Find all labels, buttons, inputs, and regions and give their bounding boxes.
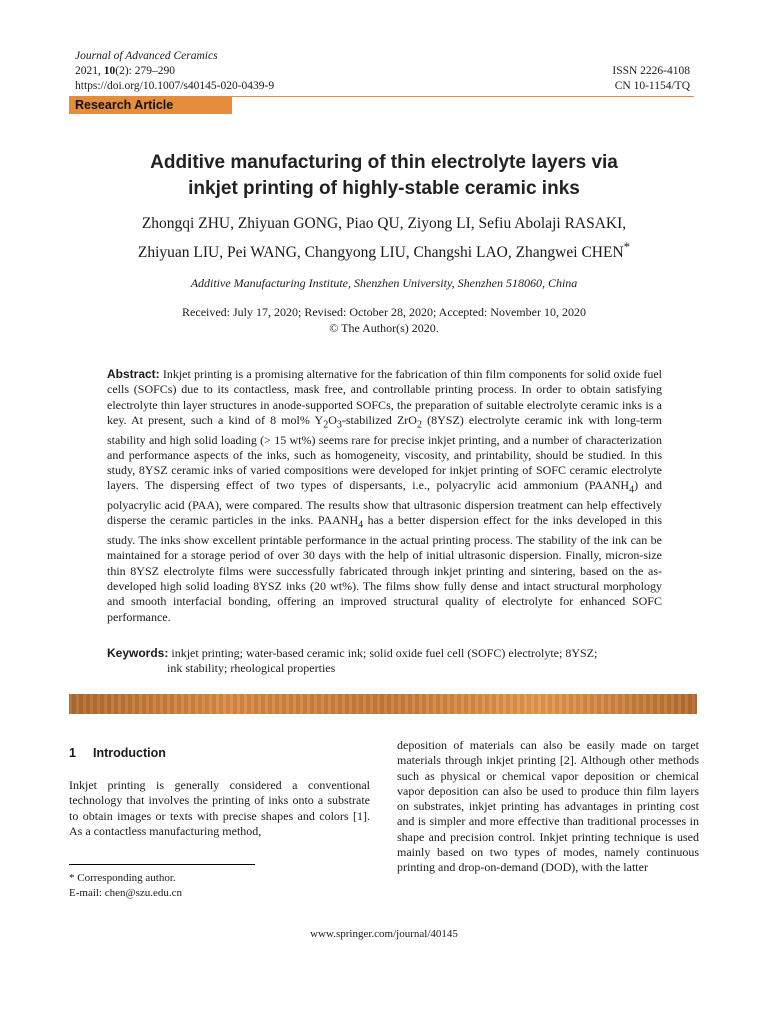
section-number: 1	[69, 746, 76, 760]
received-dates: Received: July 17, 2020; Revised: October 28, 2020; Accepted: November 10, 2020	[182, 305, 586, 319]
footnote	[69, 871, 182, 901]
volume-number: 10	[103, 65, 116, 77]
author-list	[60, 212, 708, 264]
keywords-label: Keywords:	[107, 646, 169, 660]
footer-url[interactable]: www.springer.com/journal/40145	[310, 928, 458, 940]
authors-line-1: Zhongqi ZHU, Zhiyuan GONG, Piao QU, Ziyong LI, Sefiu Abolaji RASAKI,	[141, 215, 627, 232]
intro-right-column: deposition of materials can also be easily made on target materials through inkjet printing [2]. Although other methods such as physical or chemical vapor deposition or chemical vapor deposition can also be used to produce thin film layers on substrates, inkjet printing has advantages in printing cost and is simpler and more effective than traditional processes in shape and precision control. Inkjet printing technique is used mainly based on two types of modes, namely continuous printing and drop-on-demand (DOD), with the latter	[397, 738, 699, 875]
volume-prefix: 2021,	[75, 65, 104, 77]
title-line-2: inkjet printing of highly-stable ceramic inks	[188, 178, 580, 199]
cn-number: CN 10-1154/TQ	[614, 80, 690, 92]
doi-link[interactable]: https://doi.org/10.1007/s40145-020-0439-9	[75, 80, 275, 92]
abstract-label: Abstract:	[107, 367, 160, 381]
copyright: © The Author(s) 2020.	[329, 321, 439, 335]
journal-name: Journal of Advanced Ceramics	[75, 50, 218, 62]
corresponding-mark: *	[623, 239, 631, 254]
article-type-badge: Research Article	[69, 96, 232, 114]
keywords-line-2: ink stability; rheological properties	[167, 661, 336, 676]
authors-line-2: Zhiyuan LIU, Pei WANG, Changyong LIU, Changshi LAO, Zhangwei CHEN*	[137, 239, 631, 262]
section-heading	[69, 746, 166, 760]
section-title: Introduction	[93, 746, 166, 760]
affiliation: Additive Manufacturing Institute, Shenzhen University, Shenzhen 518060, China	[190, 276, 578, 290]
email[interactable]: E-mail: chen@szu.edu.cn	[69, 887, 183, 899]
keywords-line-1: inkjet printing; water-based ceramic ink; solid oxide fuel cell (SOFC) electrolyte; 8YSZ;	[171, 646, 598, 660]
journal-volume	[75, 65, 175, 77]
decorative-banner	[69, 694, 697, 714]
dates-block	[60, 304, 708, 336]
footnote-rule	[69, 864, 255, 865]
paper-title	[60, 150, 708, 202]
corresponding-author-note: * Corresponding author.	[69, 872, 176, 884]
issn: ISSN 2226-4108	[612, 65, 690, 77]
abstract: Abstract: Inkjet printing is a promising alternative for the fabrication of thin film components for solid oxide fuel cells (SOFCs) due to its contactless, mask free, and controllable printing process. In order to obtain satisfying electrolyte thin layer structures in anode-supported SOFCs, the preparation of suitable electrolyte ceramic inks is a key. At present, such a kind of 8 mol% $Y_2O_3$-stabilized ZrO$_2$ (8YSZ) electrolyte ceramic ink with long-term stability and high solid loading (> 15 wt%) seems rare for precise inkjet printing, and a number of characterization and performance aspects of the inks, such as homogeneity, viscosity, and printability, should be studied. In this study, 8YSZ ceramic inks of varied compositions were developed for inkjet printing of SOFC ceramic electrolyte layers. The dispersing effect of two types of dispersants, i.e., polyacrylic acid ammonium $(PAANH_4)$ and polyacrylic acid (PAA), were compared. The results show that ultrasonic dispersion treatment can help effectively disperse the ceramic particles in the inks. $PAANH_4$ has a better dispersion effect for the inks developed in this study. The inks show excellent printable performance in the actual printing process. The stability of the ink can be maintained for a storage period of over 30 days with the help of initial ultrasonic dispersion. Finally, micron-size thin 8YSZ electrolyte films were successfully fabricated through inkjet printing and sintering, based on the as-developed high solid loading 8YSZ inks (20 wt%). The films show fully dense and intact structural morphology and smooth interfacial bonding, offering an improved structural quality of electrolyte for enhanced SOFC performance.	[107, 367, 662, 624]
keywords	[107, 646, 662, 677]
volume-suffix: (2): 279–290	[115, 65, 175, 77]
title-line-1: Additive manufacturing of thin electrolyte layers via	[150, 152, 618, 173]
intro-left-column: Inkjet printing is generally considered a conventional technology that involves the printing of inks onto a substrate to obtain images or texts with precise shapes and colors [1]. As a contactless manufacturing method,	[69, 778, 370, 838]
